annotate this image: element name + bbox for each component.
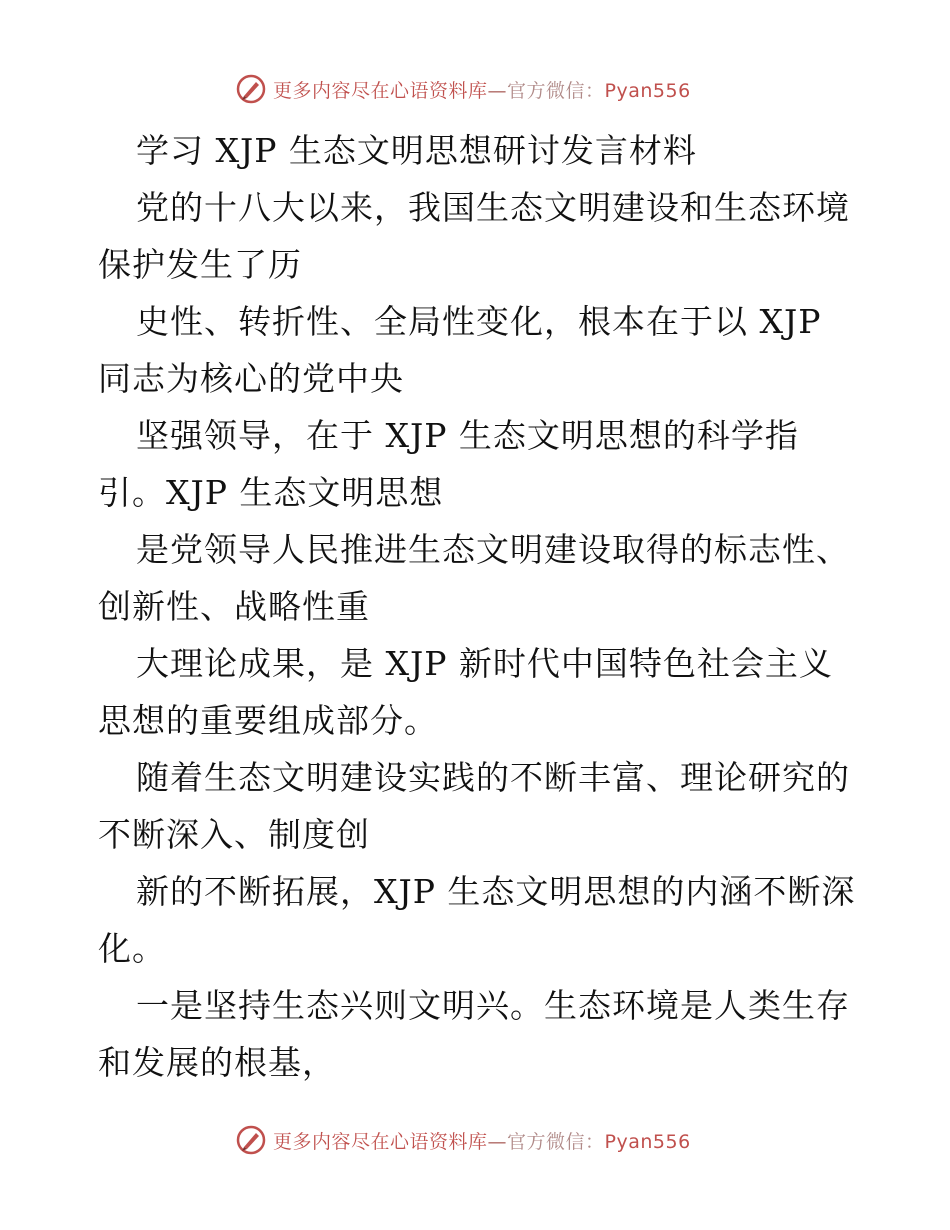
paragraph-line: 坚强领导，在于 XJP 生态文明思想的科学指 [136,416,799,455]
paragraph-line: 党的十八大以来，我国生态文明建设和生态环境 [136,188,850,227]
paragraph-line: 引。XJP 生态文明思想 [98,473,444,512]
watermark-dash: — [487,1130,508,1153]
watermark-text [273,1127,691,1154]
footer-watermark-banner [235,1123,691,1157]
paragraph-line: 史性、转折性、全局性变化，根本在于以 XJP [136,302,822,341]
watermark-dash: — [487,79,508,102]
paragraph-line: 一是坚持生态兴则文明兴。生态环境是人类生存 [136,986,850,1025]
watermark-wechat-id: Pyan556 [604,79,691,102]
watermark-wechat-id: Pyan556 [604,1130,691,1153]
paragraph-line: 随着生态文明建设实践的不断丰富、理论研究的 [136,758,850,797]
document-title: 学习 XJP 生态文明思想研讨发言材料 [136,131,697,170]
pen-logo-icon [235,1124,267,1156]
paragraph-line: 大理论成果，是 XJP 新时代中国特色社会主义 [136,644,833,683]
watermark-main: 更多内容尽在心语资料库 [273,1130,488,1153]
paragraph-line: 创新性、战略性重 [98,587,370,626]
document-body [98,122,858,1091]
watermark-main: 更多内容尽在心语资料库 [273,79,488,102]
header-watermark-banner [235,72,691,106]
paragraph-line: 同志为核心的党中央 [98,359,404,398]
paragraph-line: 不断深入、制度创 [98,815,370,854]
paragraph-line: 保护发生了历 [98,245,302,284]
paragraph-line: 新的不断拓展，XJP 生态文明思想的内涵不断深 [136,872,856,911]
watermark-wechat-label: 官方微信： [507,1130,605,1153]
paragraph-line: 和发展的根基， [98,1043,336,1082]
watermark-wechat-label: 官方微信： [507,79,605,102]
paragraph-line: 化。 [98,929,166,968]
pen-logo-icon [235,73,267,105]
paragraph-line: 思想的重要组成部分。 [98,701,438,740]
paragraph-line: 是党领导人民推进生态文明建设取得的标志性、 [136,530,850,569]
watermark-text [273,76,691,103]
